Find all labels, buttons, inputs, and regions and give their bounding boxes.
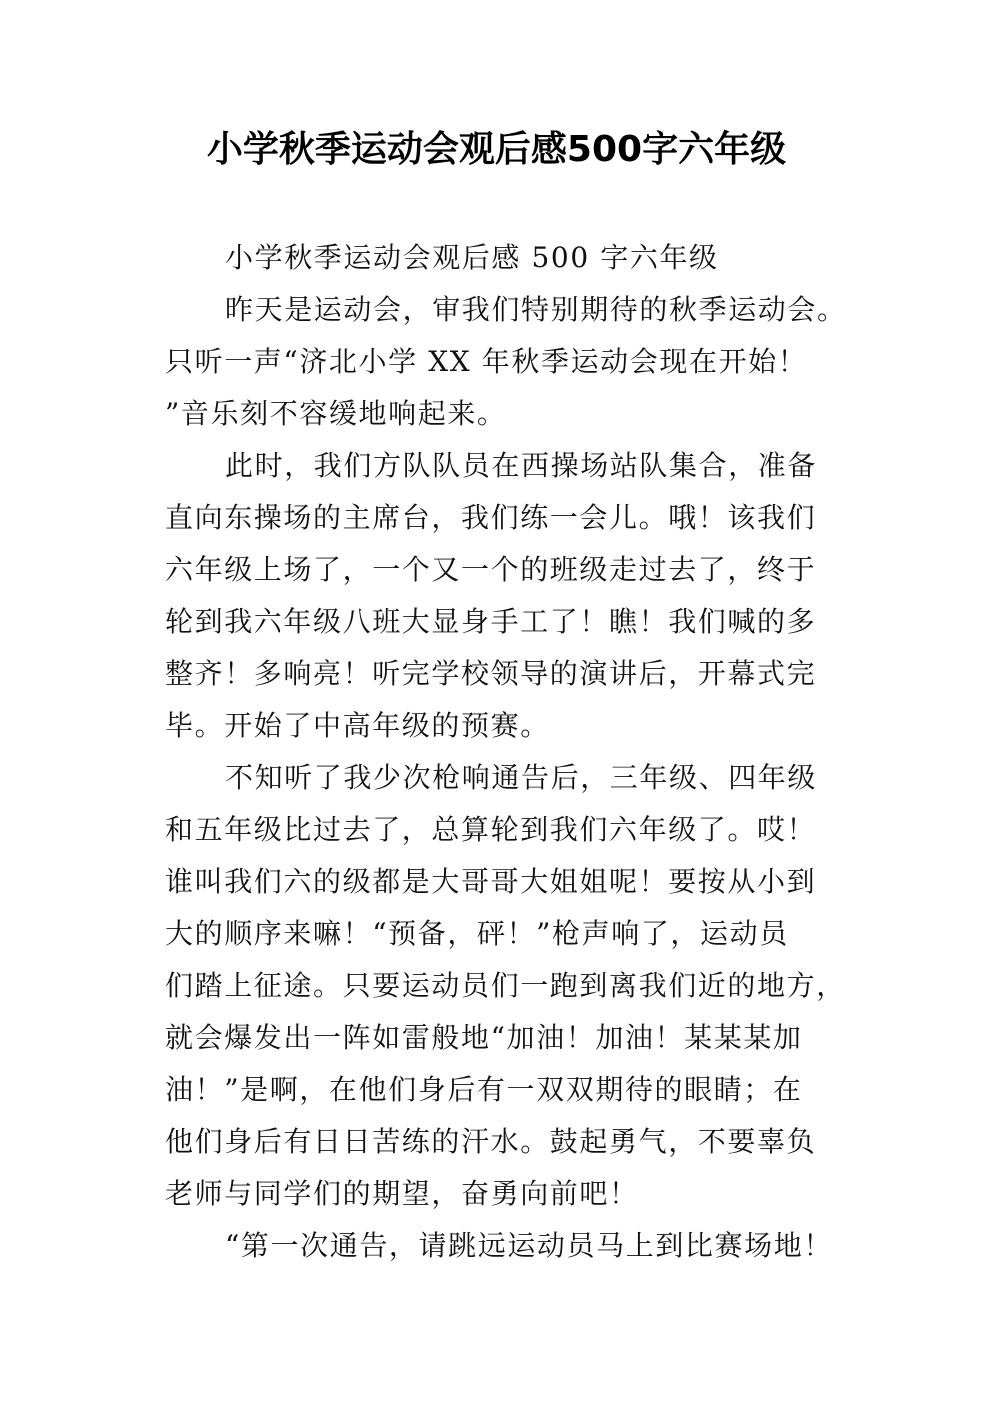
- paragraph-line: 和五年级比过去了，总算轮到我们六年级了。哎！: [165, 813, 817, 846]
- paragraph-line: 整齐！多响亮！听完学校领导的演讲后，开幕式完: [165, 657, 817, 690]
- paragraph-line: 小学秋季运动会观后感 500 字六年级: [225, 241, 719, 274]
- paragraph-line: 此时，我们方队队员在西操场站队集合，准备: [225, 449, 818, 482]
- paragraph-line: 谁叫我们六的级都是大哥哥大姐姐呢！要按从小到: [165, 865, 817, 898]
- paragraph-line: 大的顺序来嘛！“预备，砰！”枪声响了，运动员: [165, 917, 789, 950]
- paragraph-line: 昨天是运动会，审我们特别期待的秋季运动会。: [225, 293, 847, 326]
- document-body: [165, 232, 845, 1272]
- paragraph-line: 只听一声“济北小学 XX 年秋季运动会现在开始！: [165, 345, 808, 378]
- document-title: 小学秋季运动会观后感500字六年级: [206, 129, 787, 170]
- paragraph-line: ”音乐刻不容缓地响起来。: [165, 397, 507, 430]
- paragraph-line: 轮到我六年级八班大显身手工了！瞧！我们喊的多: [165, 605, 817, 638]
- paragraph-line: “第一次通告，请跳远运动员马上到比赛场地！: [225, 1229, 833, 1262]
- paragraph-line: 们踏上征途。只要运动员们一跑到离我们近的地方，: [165, 969, 846, 1002]
- paragraph-line: 毕。开始了中高年级的预赛。: [165, 709, 550, 742]
- paragraph-line: 油！”是啊，在他们身后有一双双期待的眼睛；在: [165, 1073, 803, 1106]
- paragraph-line: 老师与同学们的期望，奋勇向前吧！: [165, 1177, 639, 1210]
- paragraph-line: 直向东操场的主席台，我们练一会儿。哦！该我们: [165, 501, 817, 534]
- paragraph-line: 就会爆发出一阵如雷般地“加油！加油！某某某加: [165, 1021, 803, 1054]
- paragraph-line: 他们身后有日日苦练的汗水。鼓起勇气，不要辜负: [165, 1125, 817, 1158]
- paragraph-line: 六年级上场了，一个又一个的班级走过去了，终于: [165, 553, 817, 586]
- paragraph-line: 不知听了我少次枪响通告后，三年级、四年级: [225, 761, 818, 794]
